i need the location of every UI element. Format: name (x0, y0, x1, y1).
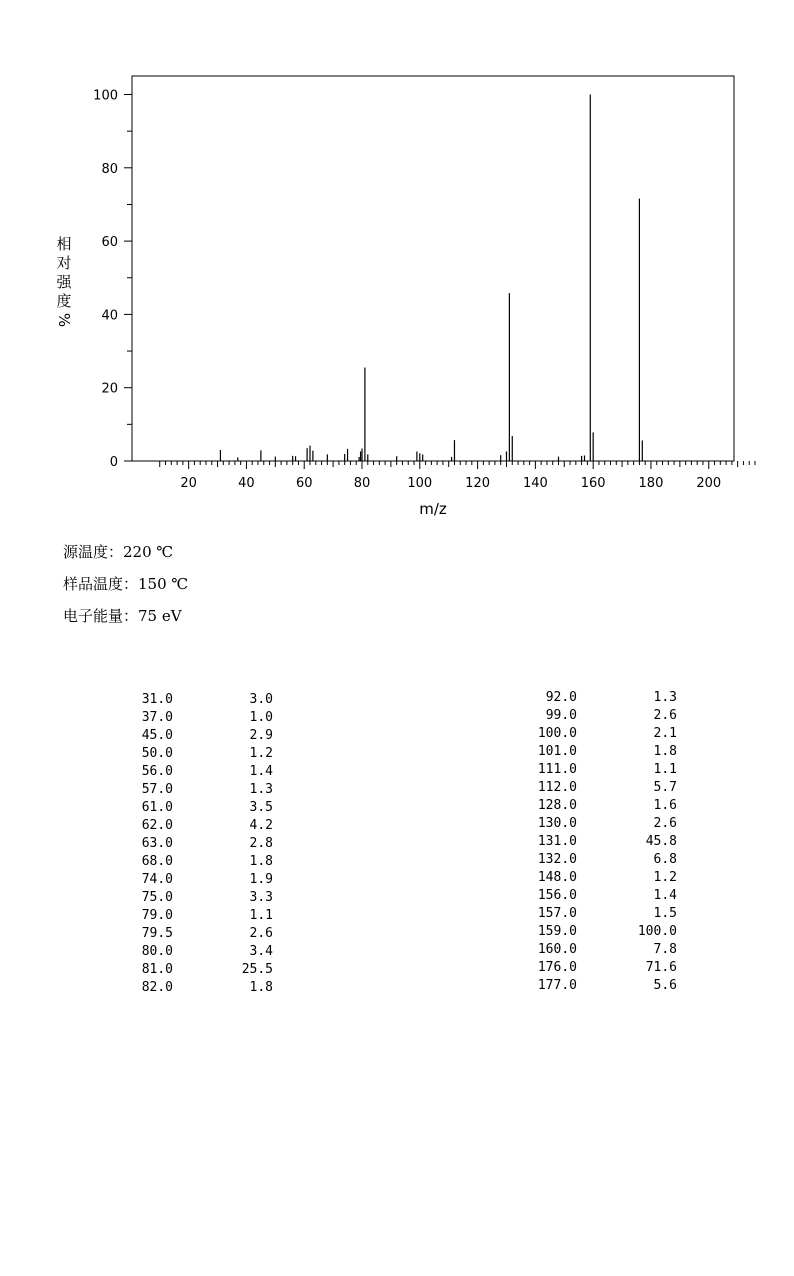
peak-table-left (120, 691, 273, 997)
peak-intensity: 1.5 (653, 906, 677, 921)
peak-intensity: 1.0 (249, 710, 273, 725)
peak-intensity: 45.8 (645, 834, 677, 849)
peak-row (505, 761, 677, 779)
peak-mz: 159.0 (537, 924, 577, 939)
peak-mz: 81.0 (141, 962, 173, 977)
y-axis-title-char: 对 (56, 254, 72, 272)
peak-mz: 130.0 (537, 816, 577, 831)
sample-temperature: 样品温度：150 ℃ (63, 575, 189, 593)
peak-intensity: 4.2 (249, 818, 273, 833)
peak-row (120, 871, 273, 889)
peak-row (505, 797, 677, 815)
peak-row (120, 943, 273, 961)
peak-mz: 75.0 (141, 890, 173, 905)
peak-intensity: 7.8 (653, 942, 677, 957)
y-axis-title (55, 235, 73, 327)
peak-intensity: 1.2 (653, 870, 677, 885)
peak-mz: 37.0 (141, 710, 173, 725)
peak-row (120, 979, 273, 997)
peak-mz: 57.0 (141, 782, 173, 797)
peak-intensity: 1.2 (249, 746, 273, 761)
peak-intensity: 1.1 (653, 762, 677, 777)
peak-intensity: 1.8 (249, 854, 273, 869)
peak-row (505, 959, 677, 977)
peak-intensity: 2.9 (249, 728, 273, 743)
x-axis-title: m/z (419, 500, 447, 518)
peak-row (505, 869, 677, 887)
peak-mz: 74.0 (141, 872, 173, 887)
x-tick-label: 200 (696, 476, 722, 491)
electron-energy: 电子能量：75 eV (63, 607, 182, 625)
peak-intensity: 2.1 (653, 726, 677, 741)
y-axis-title-char: 相 (56, 235, 72, 253)
plot-frame (132, 76, 734, 461)
peak-row (120, 853, 273, 871)
peak-mz: 160.0 (537, 942, 577, 957)
peak-intensity: 2.6 (653, 708, 677, 723)
peak-intensity: 1.8 (653, 744, 677, 759)
peak-mz: 112.0 (537, 780, 577, 795)
peak-intensity: 1.6 (653, 798, 677, 813)
peak-intensity: 1.8 (249, 980, 273, 995)
y-tick-label: 80 (101, 161, 118, 177)
x-tick-label: 180 (638, 476, 664, 491)
x-tick-label: 100 (407, 476, 433, 491)
peak-mz: 177.0 (537, 978, 577, 993)
peak-row (505, 833, 677, 851)
peak-row (120, 961, 273, 979)
peak-mz: 82.0 (141, 980, 173, 995)
x-tick-label: 120 (465, 476, 491, 491)
x-tick-label: 80 (353, 476, 371, 491)
y-axis-title-char: 强 (56, 273, 72, 291)
peak-row (120, 763, 273, 781)
mass-spectrum-chart (0, 0, 794, 530)
peak-intensity: 1.1 (249, 908, 273, 923)
peak-row (505, 905, 677, 923)
peak-mz: 50.0 (141, 746, 173, 761)
peak-intensity: 1.4 (249, 764, 273, 779)
peak-intensity: 6.8 (653, 852, 677, 867)
peak-mz: 148.0 (537, 870, 577, 885)
peak-mz: 79.0 (141, 908, 173, 923)
peak-intensity: 3.5 (249, 800, 273, 815)
peak-row (505, 725, 677, 743)
peak-mz: 63.0 (141, 836, 173, 851)
peak-intensity: 5.7 (653, 780, 677, 795)
peak-row (120, 835, 273, 853)
peak-row (505, 779, 677, 797)
peak-mz: 156.0 (537, 888, 577, 903)
peak-row (505, 977, 677, 995)
x-tick-label: 40 (238, 476, 255, 491)
peak-intensity: 5.6 (653, 978, 677, 993)
peak-intensity: 1.4 (653, 888, 677, 903)
peak-mz: 62.0 (141, 818, 173, 833)
peak-intensity: 25.5 (241, 962, 273, 977)
x-tick-label: 20 (180, 476, 197, 491)
peak-row (505, 851, 677, 869)
peak-intensity: 3.3 (249, 890, 273, 905)
peak-row (505, 743, 677, 761)
peak-row (120, 781, 273, 799)
peak-mz: 111.0 (537, 762, 577, 777)
peak-intensity: 2.6 (249, 926, 273, 941)
peak-mz: 68.0 (141, 854, 173, 869)
peak-row (505, 815, 677, 833)
peak-row (120, 889, 273, 907)
peak-row (120, 709, 273, 727)
spectrum-peaks (220, 95, 642, 462)
peak-mz: 61.0 (141, 800, 173, 815)
peak-mz: 56.0 (141, 764, 173, 779)
peak-mz: 45.0 (141, 728, 173, 743)
peak-intensity: 1.3 (653, 690, 677, 705)
y-axis-title-char: % (55, 312, 73, 328)
y-tick-label: 100 (93, 88, 118, 104)
peak-intensity: 3.0 (249, 692, 273, 707)
y-tick-label: 60 (101, 235, 118, 251)
peak-intensity: 100.0 (637, 924, 677, 939)
peak-mz: 92.0 (545, 690, 577, 705)
peak-row (505, 941, 677, 959)
y-tick-label: 40 (101, 308, 118, 324)
source-temperature: 源温度：220 ℃ (63, 543, 174, 561)
peak-mz: 176.0 (537, 960, 577, 975)
y-tick-label: 0 (109, 455, 118, 470)
peak-row (120, 745, 273, 763)
y-axis-title-char: 度 (56, 292, 72, 310)
x-tick-label: 140 (522, 476, 548, 491)
peak-mz: 157.0 (537, 906, 577, 921)
peak-intensity: 2.6 (653, 816, 677, 831)
x-tick-label: 60 (295, 476, 313, 491)
peak-row (505, 707, 677, 725)
peak-row (120, 817, 273, 835)
peak-intensity: 1.3 (249, 782, 273, 797)
peak-intensity: 71.6 (645, 960, 677, 975)
peak-mz: 132.0 (537, 852, 577, 867)
peak-row (120, 727, 273, 745)
y-tick-label: 20 (101, 381, 118, 397)
peak-mz: 100.0 (537, 726, 577, 741)
x-tick-label: 160 (580, 476, 606, 491)
x-axis-ticks (160, 461, 755, 491)
peak-row (505, 923, 677, 941)
peak-table-right (505, 689, 677, 995)
peak-row (120, 925, 273, 943)
peak-intensity: 1.9 (249, 872, 273, 887)
peak-intensity: 3.4 (249, 944, 273, 959)
peak-mz: 128.0 (537, 798, 577, 813)
peak-row (120, 799, 273, 817)
peak-mz: 80.0 (141, 944, 173, 959)
peak-row (120, 691, 273, 709)
peak-mz: 131.0 (537, 834, 577, 849)
y-axis-ticks (93, 89, 132, 471)
peak-row (505, 887, 677, 905)
peak-mz: 31.0 (141, 692, 173, 707)
peak-mz: 79.5 (141, 926, 173, 941)
peak-mz: 101.0 (537, 744, 577, 759)
peak-mz: 99.0 (545, 708, 577, 723)
peak-row (120, 907, 273, 925)
peak-intensity: 2.8 (249, 836, 273, 851)
peak-row (505, 689, 677, 707)
